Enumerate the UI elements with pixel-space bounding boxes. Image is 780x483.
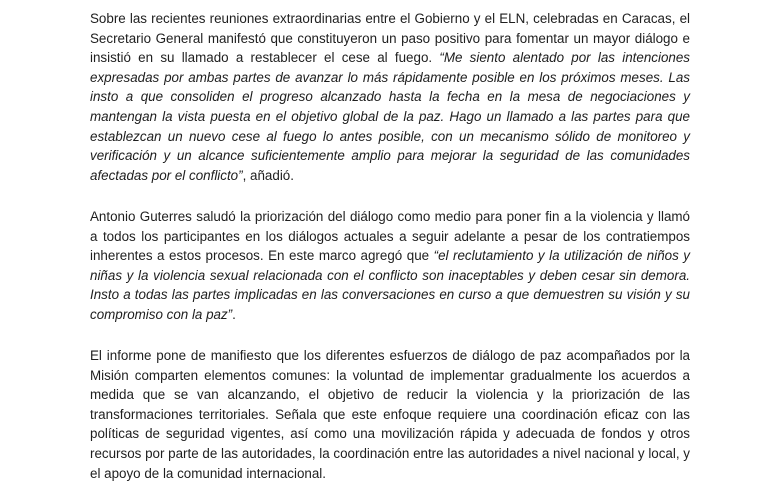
paragraph-eln-meetings [90, 9, 690, 185]
paragraph-text: Antonio Guterres saludó la priorización del diálogo como medio para poner fin a la violencia y llamó a todos los participantes en los diálogos actuales a seguir adelante a pesar de los contratiempos inherentes a estos procesos. En este marco agregó que [90, 209, 690, 264]
paragraph-guterres-dialogue [90, 207, 690, 325]
paragraph-report-summary [90, 346, 690, 483]
paragraph-text: Sobre las recientes reuniones extraordinarias entre el Gobierno y el ELN, celebradas en Caracas, el Secretario General manifestó que constituyeron un paso positivo para fomentar un mayor diálogo e insistió en su llamado a restablecer el cese al fuego. [90, 11, 690, 66]
paragraph-text: , añadió. [242, 167, 294, 183]
quote-text: “Me siento alentado por las intenciones expresadas por ambas partes de avanzar lo más rápidamente posible en los próximos meses. Las insto a que consoliden el progreso alcanzado hasta la fecha en la mesa de negociaciones y mantengan la vista puesta en el objetivo global de la paz. Hago un llamado a las partes para que establezcan un nuevo cese al fuego lo antes posible, con un mecanismo sólido de monitoreo y verificación y un alcance suficientemente amplio para mejorar la seguridad de las comunidades afectadas por el conflicto” [90, 50, 690, 183]
paragraph-text: . [232, 306, 236, 322]
paragraph-text: El informe pone de manifiesto que los diferentes esfuerzos de diálogo de paz acompañados por la Misión comparten elementos comunes: la voluntad de implementar gradualmente los acuerdos a medida que se van alcanzando, el objetivo de reducir la violencia y la priorización de las transformaciones territoriales. Señala que este enfoque requiere una coordinación eficaz con las políticas de seguridad vigentes, así como una movilización rápida y adecuada de fondos y otros recursos por parte de las autoridades, la coordinación entre las autoridades a nivel nacional y local, y el apoyo de la comunidad internacional. [90, 348, 690, 481]
quote-text: “el reclutamiento y la utilización de niños y niñas y la violencia sexual relacionada con el conflicto son inaceptables y deben cesar sin demora. Insto a todas las partes implicadas en las conversaciones en curso a que demuestren su visión y su compromiso con la paz” [90, 248, 690, 322]
